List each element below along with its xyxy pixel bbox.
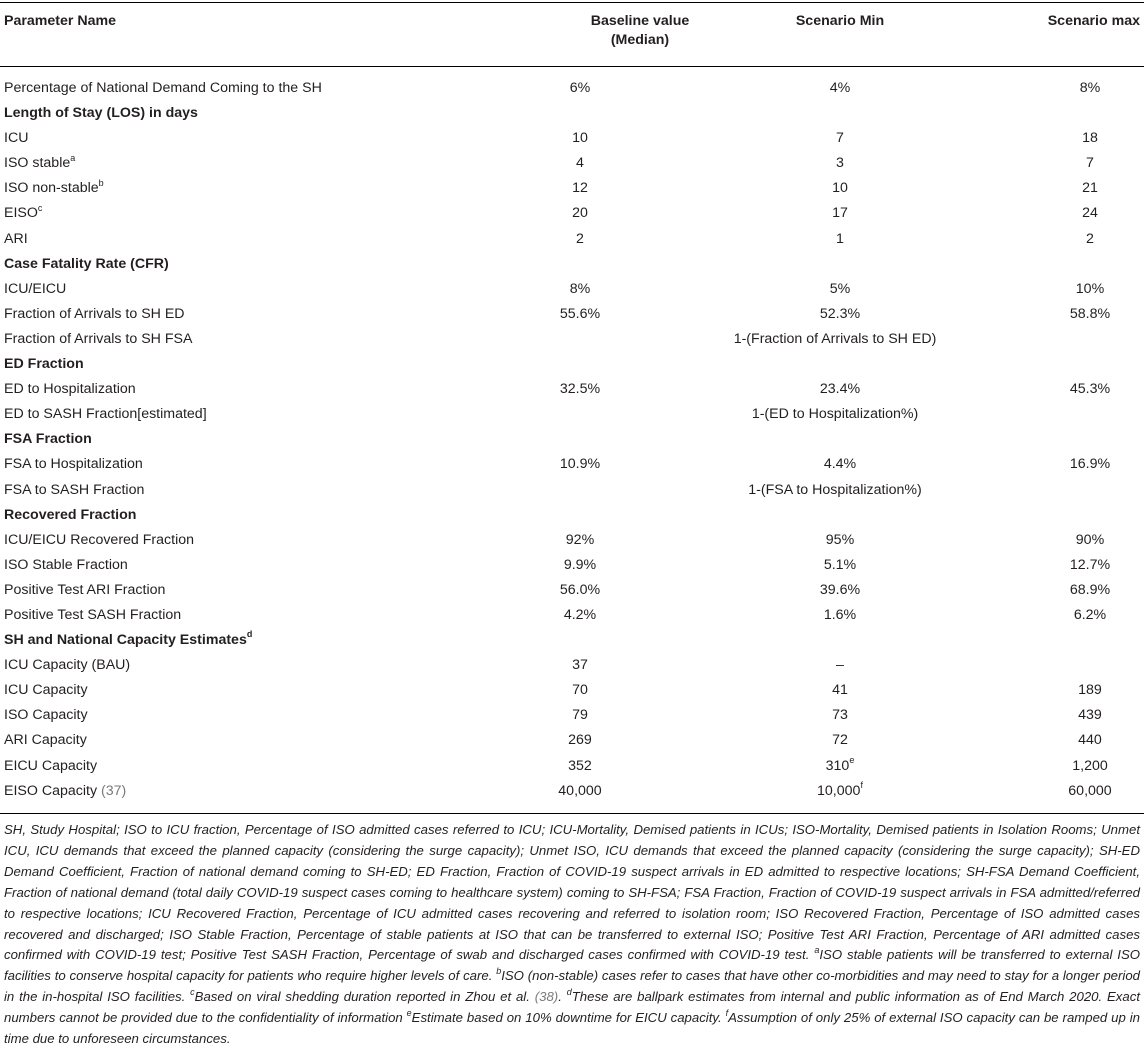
footnote-marker: d — [246, 629, 253, 640]
section-heading-row — [0, 427, 1144, 452]
section-heading-row — [0, 503, 1144, 528]
scenario-min-cell — [750, 176, 930, 201]
table-row — [0, 151, 1144, 176]
table-row — [0, 126, 1144, 151]
parameter-name: ISO Stable Fraction — [4, 556, 128, 573]
parameter-name: EICU Capacity — [4, 757, 98, 774]
parameter-name: ARI Capacity — [4, 732, 87, 749]
parameter-name-cell — [4, 151, 75, 176]
footnote-mark-f: f — [725, 1007, 729, 1018]
baseline-cell: 79 — [572, 707, 588, 724]
parameter-name: ICU/EICU Recovered Fraction — [4, 531, 195, 548]
scenario-max-cell: 1,200 — [1072, 757, 1108, 774]
scenario-min-value: 3 — [836, 155, 844, 172]
scenario-min-value: 10,000 — [817, 782, 861, 799]
table-row — [0, 377, 1144, 402]
section-heading-row — [0, 252, 1144, 277]
scenario-min-value: 7 — [836, 130, 844, 147]
scenario-max-cell: 45.3% — [1069, 381, 1111, 398]
footnote-d: These are ballpark estimates from internal and public information as of End March 2020. Exact numbers cannot be provided due to the confidentiality of information — [4, 989, 1140, 1026]
merged-formula-cell: 1-(Fraction of Arrivals to SH ED) — [733, 330, 937, 347]
parameter-name-cell — [4, 703, 88, 728]
section-heading-row — [0, 628, 1144, 653]
footnote-mark-d: d — [566, 986, 572, 997]
scenario-min-value: 23.4% — [819, 381, 861, 398]
scenario-min-value: 5.1% — [823, 556, 857, 573]
baseline-cell: 40,000 — [558, 782, 602, 799]
table-row — [0, 754, 1144, 779]
parameter-name-cell — [4, 653, 130, 678]
footnote-c: Based on viral shedding duration reported in Zhou et al. — [194, 989, 530, 1005]
scenario-min-value: 310 — [825, 757, 850, 774]
table-footnote — [4, 820, 1140, 1050]
parameter-name-cell — [4, 402, 207, 427]
parameter-name: ICU/EICU — [4, 280, 67, 297]
scenario-min-cell — [750, 377, 930, 402]
table-row — [0, 603, 1144, 628]
scenario-min-cell — [750, 452, 930, 477]
footnote-marker: e — [849, 754, 855, 765]
footnote-mark-c: c — [190, 986, 195, 997]
parameter-name-cell — [4, 779, 126, 804]
parameter-name-cell — [4, 101, 198, 126]
parameter-name-cell — [4, 478, 144, 503]
scenario-max-cell: 10% — [1075, 280, 1105, 297]
parameter-name: Fraction of Arrivals to SH ED — [4, 305, 185, 322]
parameter-name-cell — [4, 302, 185, 327]
section-heading-row — [0, 101, 1144, 126]
scenario-max-cell: 24 — [1082, 205, 1098, 222]
scenario-min-value: 17 — [832, 205, 848, 222]
scenario-max-cell: 2 — [1086, 230, 1094, 247]
parameter-name: Case Fatality Rate (CFR) — [4, 255, 169, 272]
scenario-min-value: 52.3% — [819, 305, 861, 322]
scenario-min-value: 10 — [832, 180, 848, 197]
footnote-mark-b: b — [496, 965, 502, 976]
parameter-name: Positive Test SASH Fraction — [4, 606, 182, 623]
footnote-abbreviations: SH, Study Hospital; ISO to ICU fraction, Percentage of ISO admitted cases referred to ICU; ICU-Mortality, Demised patients in ICUs; ISO-Mortality, Demised patients in Isolation Rooms; Unmet ICU, ICU demands that exceed the planned capacity (considering the surge capacity); Unmet ISO, ICU demands that exceed the planned capacity (considering the surge capacity); SH-ED Demand Coefficient, Fraction of national demand coming to SH-ED; ED Fraction, Fraction of COVID-19 suspect arrivals in ED admitted to respective locations; SH-FSA Demand Coefficient, Fraction of national demand (total daily COVID-19 suspect cases coming to healthcare system) coming to SH-FSA; FSA Fraction, Fraction of COVID-19 suspect arrivals in FSA admitted/referred to respective locations; ICU Recovered Fraction, Percentage of ICU admitted cases recovering and referred to isolation room; ISO Recovered Fraction, Percentage of ISO admitted cases recovered and discharged; ISO Stable Fraction, Percentage of stable patients at ISO that can be transferred to external ISO; Positive Test ARI Fraction, Percentage of ARI admitted cases confirmed with COVID-19 test; Positive Test SASH Fraction, Percentage of swab and discharged cases confirmed with COVID-19 test. — [4, 822, 1140, 963]
table-row — [0, 327, 1144, 352]
scenario-min-value: 95% — [825, 531, 855, 548]
scenario-min-cell — [750, 277, 930, 302]
table-row — [0, 176, 1144, 201]
scenario-min-value: 5% — [829, 280, 851, 297]
scenario-max-cell: 439 — [1078, 707, 1102, 724]
scenario-max-cell: 12.7% — [1069, 556, 1111, 573]
parameter-name: EISO Capacity — [4, 782, 98, 799]
table-body — [0, 76, 1144, 804]
header-scenario-max: Scenario max — [1047, 13, 1140, 29]
scenario-max-cell: 60,000 — [1068, 782, 1112, 799]
scenario-max-cell: 68.9% — [1069, 581, 1111, 598]
baseline-cell: 32.5% — [559, 381, 601, 398]
scenario-max-cell: 6.2% — [1073, 606, 1107, 623]
table-bottom-rule — [0, 813, 1144, 814]
scenario-min-value: 73 — [832, 707, 848, 724]
table-top-rule — [0, 2, 1144, 3]
header-baseline-line1: Baseline value — [590, 13, 690, 29]
scenario-min-cell — [750, 126, 930, 151]
scenario-min-cell — [750, 528, 930, 553]
parameter-name: FSA to Hospitalization — [4, 456, 143, 473]
parameter-name-cell — [4, 603, 181, 628]
footnote-e: Estimate based on 10% downtime for EICU capacity. — [411, 1010, 722, 1026]
parameter-name-cell — [4, 427, 92, 452]
baseline-cell: 2 — [576, 230, 584, 247]
parameter-name-cell — [4, 277, 66, 302]
baseline-cell: 4 — [576, 155, 584, 172]
footnote-f: Assumption of only 25% of external ISO capacity can be ramped up in time due to unforeseen circumstances. — [4, 1010, 1140, 1047]
scenario-min-cell — [750, 703, 930, 728]
baseline-cell: 12 — [572, 180, 588, 197]
table-row — [0, 528, 1144, 553]
scenario-max-cell: 440 — [1078, 732, 1102, 749]
parameter-name: ISO Capacity — [4, 707, 88, 724]
parameter-name: Fraction of Arrivals to SH FSA — [4, 330, 193, 347]
scenario-min-value: 41 — [832, 682, 848, 699]
table-row — [0, 678, 1144, 703]
parameter-name-cell — [4, 227, 28, 252]
parameter-name-cell — [4, 201, 42, 226]
scenario-max-cell: 18 — [1082, 130, 1098, 147]
scenario-min-cell — [750, 151, 930, 176]
scenario-min-cell — [750, 227, 930, 252]
header-parameter-name: Parameter Name — [4, 13, 116, 29]
baseline-cell: 20 — [572, 205, 588, 222]
header-scenario-min: Scenario Min — [795, 13, 885, 29]
scenario-min-value: – — [836, 657, 844, 674]
table-row — [0, 452, 1144, 477]
scenario-min-cell — [750, 754, 930, 779]
parameter-name-cell — [4, 352, 84, 377]
baseline-cell: 8% — [569, 280, 591, 297]
baseline-cell: 10 — [572, 130, 588, 147]
header-rule — [0, 66, 1144, 67]
table-row — [0, 402, 1144, 427]
parameter-name-cell — [4, 528, 194, 553]
merged-formula-cell: 1-(FSA to Hospitalization%) — [748, 481, 922, 498]
table-row — [0, 728, 1144, 753]
scenario-min-cell — [750, 76, 930, 101]
scenario-min-value: 39.6% — [819, 581, 861, 598]
parameter-name: ICU Capacity — [4, 682, 88, 699]
scenario-min-value: 1 — [836, 230, 844, 247]
reference-link: (37) — [101, 782, 127, 799]
parameter-name: ICU Capacity (BAU) — [4, 657, 131, 674]
baseline-cell: 6% — [569, 80, 591, 96]
scenario-max-cell: 16.9% — [1069, 456, 1111, 473]
table-row — [0, 653, 1144, 678]
footnote-c-reference: (38) — [534, 989, 559, 1005]
baseline-cell: 70 — [572, 682, 588, 699]
scenario-min-cell — [750, 302, 930, 327]
parameter-name-cell — [4, 252, 169, 277]
parameter-name-cell — [4, 678, 88, 703]
baseline-cell: 269 — [568, 732, 592, 749]
scenario-min-cell — [750, 553, 930, 578]
parameter-name-cell — [4, 578, 165, 603]
header-baseline — [540, 12, 740, 50]
baseline-cell: 9.9% — [563, 556, 597, 573]
scenario-min-cell — [750, 678, 930, 703]
footnote-marker: a — [70, 152, 76, 163]
scenario-min-cell — [750, 779, 930, 804]
scenario-max-cell: 90% — [1075, 531, 1105, 548]
table-row — [0, 478, 1144, 503]
scenario-min-value: 1.6% — [823, 606, 857, 623]
footnote-marker: b — [98, 177, 104, 188]
parameter-name: SH and National Capacity Estimates — [4, 632, 247, 649]
footnote-marker: f — [860, 779, 863, 790]
header-baseline-line2: (Median) — [610, 32, 670, 48]
scenario-max-cell: 7 — [1086, 155, 1094, 172]
scenario-min-cell — [750, 201, 930, 226]
table-row — [0, 227, 1144, 252]
parameter-name: Length of Stay (LOS) in days — [4, 105, 198, 122]
parameter-name-cell — [4, 176, 104, 201]
parameter-name-cell — [4, 377, 136, 402]
parameter-name-cell — [4, 728, 87, 753]
baseline-cell: 37 — [572, 657, 588, 674]
baseline-cell: 56.0% — [559, 581, 601, 598]
section-heading-row — [0, 352, 1144, 377]
baseline-cell: 92% — [565, 531, 595, 548]
table-row — [0, 779, 1144, 804]
footnote-marker: c — [37, 202, 43, 213]
table-row — [0, 553, 1144, 578]
footnote-c-end: . — [558, 989, 562, 1005]
parameter-name-cell — [4, 503, 136, 528]
parameter-name-cell — [4, 327, 192, 352]
parameter-name: FSA Fraction — [4, 431, 92, 448]
parameter-name: ICU — [4, 130, 29, 147]
parameter-name: ARI — [4, 230, 28, 247]
parameter-name: ED to Hospitalization — [4, 381, 136, 398]
footnote-a: ISO stable patients will be transferred to external ISO facilities to conserve hospital capacity for patients who require higher levels of care. — [4, 947, 1140, 984]
scenario-min-cell — [750, 653, 930, 678]
table-row — [0, 578, 1144, 603]
parameter-name: ISO non-stable — [4, 180, 99, 197]
parameter-name: ISO stable — [4, 155, 71, 172]
parameter-name: ED to SASH Fraction[estimated] — [4, 406, 207, 423]
footnote-b: ISO (non-stable) cases refer to cases that have other co-morbidities and may need to stay for a longer period in the in-hospital ISO facilities. — [4, 968, 1140, 1005]
parameter-name-cell — [4, 126, 28, 151]
scenario-min-value: 72 — [832, 732, 848, 749]
parameter-name-cell — [4, 452, 143, 477]
parameter-name: Percentage of National Demand Coming to the SH — [4, 80, 322, 96]
parameter-name: FSA to SASH Fraction — [4, 481, 145, 498]
parameter-name-cell — [4, 76, 322, 101]
parameter-name-cell — [4, 754, 97, 779]
parameter-name-cell — [4, 553, 128, 578]
scenario-max-cell: 189 — [1078, 682, 1102, 699]
parameter-name: Positive Test ARI Fraction — [4, 581, 166, 598]
baseline-cell: 55.6% — [559, 305, 601, 322]
parameter-name: ED Fraction — [4, 356, 84, 373]
scenario-min-cell — [750, 578, 930, 603]
parameter-name: EISO — [4, 205, 38, 222]
scenario-min-cell — [750, 603, 930, 628]
baseline-cell: 10.9% — [559, 456, 601, 473]
baseline-cell: 352 — [568, 757, 592, 774]
table-row — [0, 703, 1144, 728]
scenario-max-cell: 8% — [1079, 80, 1101, 96]
table-row — [0, 277, 1144, 302]
scenario-max-cell: 21 — [1082, 180, 1098, 197]
table-row — [0, 302, 1144, 327]
parameter-name-cell — [4, 628, 252, 653]
scenario-max-cell: 58.8% — [1069, 305, 1111, 322]
scenario-min-value: 4% — [829, 80, 851, 96]
parameter-name: Recovered Fraction — [4, 506, 137, 523]
table-row — [0, 201, 1144, 226]
baseline-cell: 4.2% — [563, 606, 597, 623]
table-header — [0, 12, 1144, 62]
merged-formula-cell: 1-(ED to Hospitalization%) — [751, 406, 919, 423]
footnote-mark-a: a — [814, 945, 820, 956]
footnote-mark-e: e — [406, 1007, 412, 1018]
scenario-min-cell — [750, 728, 930, 753]
scenario-min-value: 4.4% — [823, 456, 857, 473]
table-row — [0, 76, 1144, 101]
